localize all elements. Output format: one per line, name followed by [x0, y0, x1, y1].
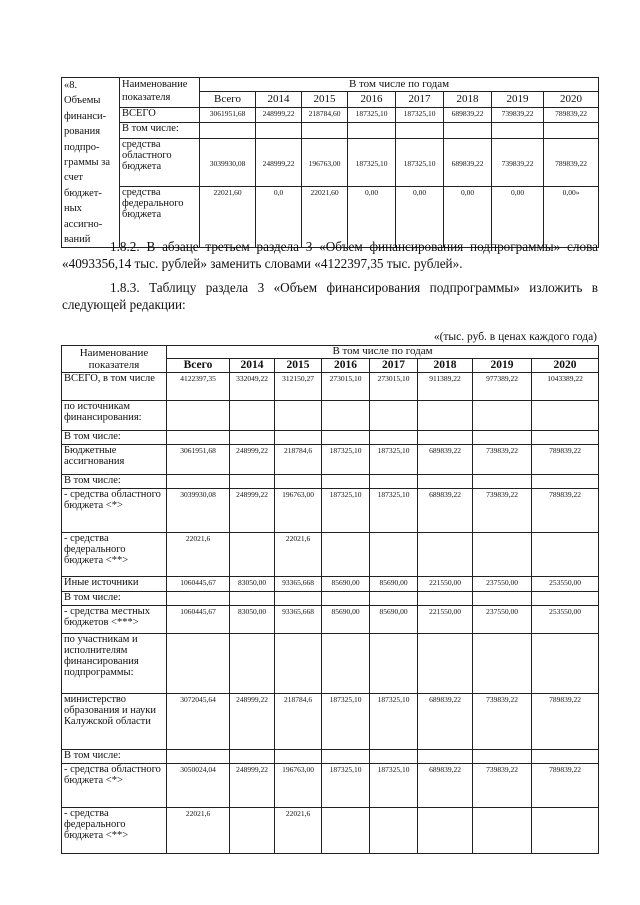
table2-cell [418, 533, 473, 577]
table1-lead-line: ваний [64, 234, 91, 246]
table2-col-header: 2014 [230, 359, 275, 373]
table1-cell: 187325,10 [396, 107, 444, 122]
table2-cell: 187325,10 [370, 694, 418, 750]
table2-cell: 85690,00 [322, 606, 370, 634]
table2-row-label: - средства федерального бюджета <**> [62, 533, 167, 577]
table1-cell: 3039930,08 [200, 139, 256, 187]
table1-cell: 248999,22 [256, 139, 302, 187]
table2-row [62, 808, 599, 854]
table2-cell [322, 533, 370, 577]
table1-cell: 739839,22 [492, 139, 544, 187]
table2-cell: 187325,10 [370, 764, 418, 808]
table2-cell: 689839,22 [418, 694, 473, 750]
table1-cell [492, 122, 544, 138]
table1-lead-line: рования [64, 126, 101, 138]
table1-lead-line: подпро- [64, 141, 100, 153]
table2-cell [418, 634, 473, 694]
table2-cell: 689839,22 [418, 764, 473, 808]
table2-cell: 218784,6 [275, 445, 322, 475]
table1-row-label: средства федерального бюджета [120, 187, 200, 248]
table2-cell [322, 634, 370, 694]
table2-cell: 196763,00 [275, 489, 322, 533]
table1-lead-line: граммы за [64, 157, 110, 169]
table1-cell: 689839,22 [444, 107, 492, 122]
table2-cell: 93365,668 [275, 606, 322, 634]
table2-cell: 977389,22 [473, 373, 532, 401]
table2-cell [473, 592, 532, 606]
table2-row [62, 373, 599, 401]
table2-row-label: В том числе: [62, 431, 167, 445]
table2-cell [418, 750, 473, 764]
table2-cell [322, 401, 370, 431]
table2-row-label: В том числе: [62, 750, 167, 764]
table2-cell [532, 592, 599, 606]
table1-col-header: 2016 [348, 92, 396, 107]
table2-cell: 85690,00 [322, 577, 370, 592]
table1-cell: 0,00» [544, 187, 599, 248]
table1-cell: 0,00 [444, 187, 492, 248]
table2-cell: 789839,22 [532, 694, 599, 750]
table2-cell: 22021,6 [275, 533, 322, 577]
table2-cell: 248999,22 [230, 764, 275, 808]
table1-row-label: В том числе: [120, 122, 200, 138]
table2-row-label: по источникам финансирования: [62, 401, 167, 431]
table2-cell: 332049,22 [230, 373, 275, 401]
table2-cell: 187325,10 [322, 764, 370, 808]
paragraph-1-8-2: 1.8.2. В абзаце третьем раздела 3 «Объем финансирования подпрограммы» слова «4093356,14 тыс. рублей» заменить словами «4122397,35 тыс. рублей». [62, 239, 598, 271]
table2-cell [370, 475, 418, 489]
table2-cell [532, 634, 599, 694]
table2-cell: 22021,6 [167, 533, 230, 577]
table2-cell [473, 808, 532, 854]
table2-cell: 253550,00 [532, 606, 599, 634]
table1-cell: 0,00 [348, 187, 396, 248]
table2-cell [167, 475, 230, 489]
table1-cell: 22021,60 [200, 187, 256, 248]
table1-cell [544, 122, 599, 138]
table1-cell: 248999,22 [256, 107, 302, 122]
table1-cell: 187325,10 [348, 107, 396, 122]
table1-header-row [62, 78, 599, 92]
table2-cell [322, 750, 370, 764]
table2-cell [370, 592, 418, 606]
table2-cell [322, 431, 370, 445]
paragraph-1-8-3: 1.8.3. Таблицу раздела 3 «Объем финансирования подпрограммы» изложить в следующей редакции: [62, 280, 598, 312]
table2-cell: 248999,22 [230, 489, 275, 533]
table1-lead-line: ассигно- [64, 218, 103, 230]
table2-cell [473, 401, 532, 431]
table2-col-header: 2017 [370, 359, 418, 373]
table2-cell: 689839,22 [418, 445, 473, 475]
table2-cell: 85690,00 [370, 606, 418, 634]
table2-cell: 187325,10 [322, 694, 370, 750]
table2-row-label: В том числе: [62, 475, 167, 489]
table2-cell [418, 431, 473, 445]
table2-cell [230, 475, 275, 489]
table2-row [62, 694, 599, 750]
table2-cell: 3072045,64 [167, 694, 230, 750]
table2-cell: 187325,10 [322, 489, 370, 533]
table2-cell: 218784,6 [275, 694, 322, 750]
table1-col-header: 2014 [256, 92, 302, 107]
table2-header-group: В том числе по годам [167, 346, 599, 359]
table2-cell: 1060445,67 [167, 577, 230, 592]
table2-cell [473, 750, 532, 764]
table2-cell [370, 634, 418, 694]
table2-header-row [62, 346, 599, 359]
table2-cell [532, 808, 599, 854]
table1-lead-cell [62, 78, 120, 248]
table1-col-header: 2020 [544, 92, 599, 107]
table2-row [62, 577, 599, 592]
table1-lead-line: счет [64, 172, 83, 184]
table2-cell [275, 750, 322, 764]
table2-cell [167, 431, 230, 445]
table1-col-header: Всего [200, 92, 256, 107]
table2-cell: 83050,00 [230, 606, 275, 634]
table1-lead-line: «8. [64, 80, 78, 91]
table1-col-header: 2019 [492, 92, 544, 107]
table2-cell [230, 401, 275, 431]
table2-cell [418, 401, 473, 431]
table1-cell: 3061951,68 [200, 107, 256, 122]
table2-cell: 739839,22 [473, 694, 532, 750]
table2-cell: 196763,00 [275, 764, 322, 808]
table2-cell: 187325,10 [370, 489, 418, 533]
table2-cell [473, 634, 532, 694]
table2-cell [370, 808, 418, 854]
table1-cell [348, 122, 396, 138]
table2-cell: 187325,10 [322, 445, 370, 475]
table2-row [62, 606, 599, 634]
table2-cell: 83050,00 [230, 577, 275, 592]
table1-row-label: ВСЕГО [120, 107, 200, 122]
table1-cell: 196763,00 [302, 139, 348, 187]
table1-row-label: средства областного бюджета [120, 139, 200, 187]
table1-header-group: В том числе по годам [200, 78, 599, 92]
table1-lead-line: Объемы [64, 95, 101, 107]
table2-cell [322, 592, 370, 606]
table2-cell [230, 533, 275, 577]
table2-row [62, 445, 599, 475]
table1-col-header: 2018 [444, 92, 492, 107]
table1-row [62, 139, 599, 187]
table1-cell [444, 122, 492, 138]
table2-cell: 93365,668 [275, 577, 322, 592]
table2-cell [167, 634, 230, 694]
table2-cell: 85690,00 [370, 577, 418, 592]
table2-cell [322, 475, 370, 489]
table2-cell [418, 808, 473, 854]
table2-cell: 789839,22 [532, 764, 599, 808]
table2-cell: 187325,10 [370, 445, 418, 475]
table2-row [62, 533, 599, 577]
table1-cell: 789839,22 [544, 107, 599, 122]
table2-cell: 3039930,08 [167, 489, 230, 533]
table2-cell: 689839,22 [418, 489, 473, 533]
table1-cell [200, 122, 256, 138]
table2-col-header: 2018 [418, 359, 473, 373]
table2-cell: 237550,00 [473, 577, 532, 592]
table2-row-label: - средства областного бюджета <*> [62, 764, 167, 808]
table2-row-label: Бюджетные ассигнования [62, 445, 167, 475]
table1-cell: 218784,60 [302, 107, 348, 122]
table2-cell: 248999,22 [230, 694, 275, 750]
table2-cell [473, 475, 532, 489]
table2-row [62, 431, 599, 445]
table2-cell: 3061951,68 [167, 445, 230, 475]
table2-col-header: 2020 [532, 359, 599, 373]
table2-cell [167, 401, 230, 431]
table1-cell: 0,00 [396, 187, 444, 248]
table2-cell: 739839,22 [473, 764, 532, 808]
table2-cell: 248999,22 [230, 445, 275, 475]
table2-cell [275, 431, 322, 445]
table2-cell [473, 431, 532, 445]
table2-cell: 789839,22 [532, 489, 599, 533]
table2-row-label: - средства федерального бюджета <**> [62, 808, 167, 854]
table2-cell [532, 475, 599, 489]
table1-col-header: 2017 [396, 92, 444, 107]
table2-cell: 4122397,35 [167, 373, 230, 401]
table2-col-header: Всего [167, 359, 230, 373]
table2-cell [167, 750, 230, 764]
table1-cell: 22021,60 [302, 187, 348, 248]
table2-cell [322, 808, 370, 854]
table2-cell [230, 431, 275, 445]
table2-cell [532, 750, 599, 764]
table2-row [62, 750, 599, 764]
table1-cell: 739839,22 [492, 107, 544, 122]
table2-cell [418, 475, 473, 489]
table2-cell: 221550,00 [418, 606, 473, 634]
table2-cell [275, 475, 322, 489]
table1-cell [256, 122, 302, 138]
table1-row [62, 122, 599, 138]
table2-row-label: министерство образования и науки Калужской области [62, 694, 167, 750]
table1-cell: 187325,10 [348, 139, 396, 187]
table2-row-label: - средства областного бюджета <*> [62, 489, 167, 533]
table2-cell [230, 750, 275, 764]
table1-header-name: Наименование показателя [120, 78, 200, 108]
table1-cell [302, 122, 348, 138]
table2-cell: 22021,6 [275, 808, 322, 854]
table1-cell: 789839,22 [544, 139, 599, 187]
table2-cell [370, 401, 418, 431]
table2-cell [230, 808, 275, 854]
table2-row [62, 592, 599, 606]
table2-cell [230, 634, 275, 694]
table2-row-label: - средства местных бюджетов <***> [62, 606, 167, 634]
table2-row-label: В том числе: [62, 592, 167, 606]
table2-row [62, 401, 599, 431]
table2-cell [370, 533, 418, 577]
table2-cell: 789839,22 [532, 445, 599, 475]
table2-col-header: 2016 [322, 359, 370, 373]
table2-col-header: 2015 [275, 359, 322, 373]
table2-cell: 1043389,22 [532, 373, 599, 401]
table1-lead-line: финанси- [64, 110, 107, 122]
table2-cell [473, 533, 532, 577]
table2-cell: 237550,00 [473, 606, 532, 634]
table1-cell: 689839,22 [444, 139, 492, 187]
table-subprogram-funding [61, 345, 599, 854]
table2-cell [370, 750, 418, 764]
table2-cell [275, 592, 322, 606]
table2-cell: 221550,00 [418, 577, 473, 592]
table2-cell: 739839,22 [473, 445, 532, 475]
table2-row-label: по участникам и исполнителям финансирования подпрограммы: [62, 634, 167, 694]
unit-note: «(тыс. руб. в ценах каждого года) [433, 331, 597, 343]
table2-cell [275, 634, 322, 694]
table2-row-label: Иные источники [62, 577, 167, 592]
table2-cell: 22021,6 [167, 808, 230, 854]
table2-col-header: 2019 [473, 359, 532, 373]
table2-cell [532, 533, 599, 577]
table2-cell [370, 431, 418, 445]
table1-cell: 187325,10 [396, 139, 444, 187]
table2-cell: 273015,10 [322, 373, 370, 401]
table2-cell: 739839,22 [473, 489, 532, 533]
table2-cell [532, 431, 599, 445]
table1-lead-line: бюджет- [64, 187, 102, 199]
table2-row [62, 764, 599, 808]
table1-cell [396, 122, 444, 138]
table2-cell: 273015,10 [370, 373, 418, 401]
table1-lead-line: ных [64, 203, 82, 215]
table2-row [62, 475, 599, 489]
table1-cell: 0,00 [492, 187, 544, 248]
table2-header-name: Наименование показателя [62, 346, 167, 373]
table2-cell [230, 592, 275, 606]
table2-cell: 3050024,04 [167, 764, 230, 808]
table2-cell [167, 592, 230, 606]
table-subprogram-funding-passport [61, 77, 599, 248]
table2-cell [532, 401, 599, 431]
table1-col-header: 2015 [302, 92, 348, 107]
table2-row [62, 634, 599, 694]
table1-cell: 0,0 [256, 187, 302, 248]
table2-cell: 253550,00 [532, 577, 599, 592]
table2-cell [275, 401, 322, 431]
table2-row [62, 489, 599, 533]
table2-cell: 312150,27 [275, 373, 322, 401]
table1-row [62, 107, 599, 122]
table2-cell: 911389,22 [418, 373, 473, 401]
table2-cell [418, 592, 473, 606]
table2-row-label: ВСЕГО, в том числе [62, 373, 167, 401]
table2-cell: 1060445,67 [167, 606, 230, 634]
